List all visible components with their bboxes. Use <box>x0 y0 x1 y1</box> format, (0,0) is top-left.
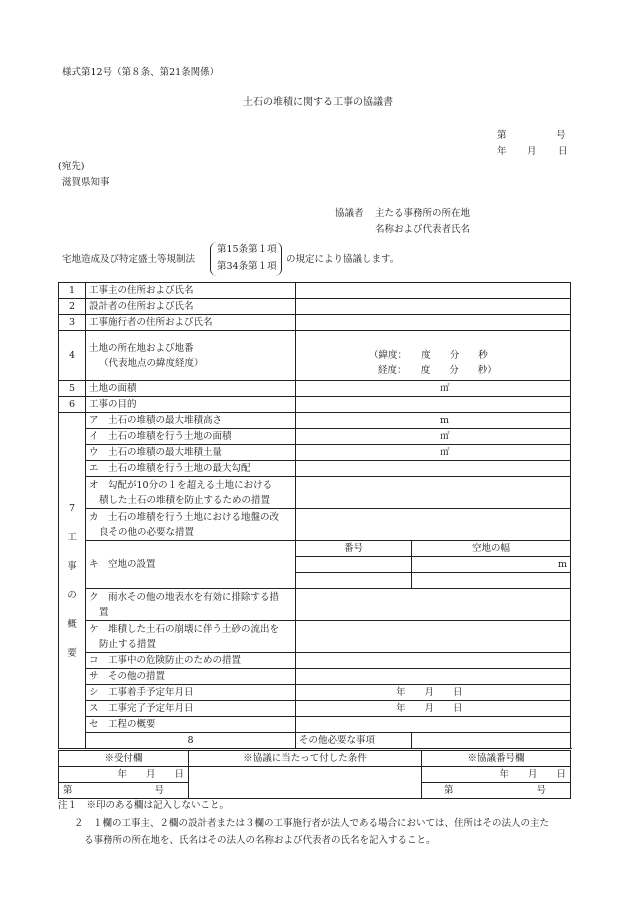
label-line: ク 雨水その他の地表水を有効に排除する措 <box>89 591 280 603</box>
other-measures-field[interactable] <box>296 669 571 685</box>
contractor-field[interactable] <box>296 315 571 331</box>
row-label: コ 工事中の危険防止のための措置 <box>86 653 296 669</box>
conditions-header: ※協議に当たって付した条件 <box>189 751 422 767</box>
date-year: 年 <box>497 146 507 157</box>
table-row <box>59 589 571 621</box>
row-label: 工事の目的 <box>86 397 296 413</box>
table-row <box>59 331 571 381</box>
ground-improvement-field[interactable] <box>296 509 571 541</box>
label-line: 積した土石の堆積を防止するための措置 <box>99 494 271 506</box>
open-space-number-field-2[interactable] <box>296 573 412 589</box>
table-row <box>59 461 571 477</box>
open-space-number-field[interactable] <box>296 557 412 573</box>
row-no: 8 <box>86 733 296 749</box>
row-label <box>86 477 296 509</box>
table-row <box>59 283 571 299</box>
row-label: 設計者の住所および氏名 <box>86 299 296 315</box>
row-no: 6 <box>59 397 86 413</box>
row-label: ア 土石の堆積の最大堆積高さ <box>86 413 296 429</box>
designer-field[interactable] <box>296 299 571 315</box>
area-field[interactable] <box>296 381 571 397</box>
row-label: 工事主の住所および氏名 <box>86 283 296 299</box>
open-space-width-header: 空地の幅 <box>412 541 571 557</box>
unit: m <box>440 415 450 426</box>
purpose-field[interactable] <box>296 397 571 413</box>
location-sub-label: （代表地点の緯度経度） <box>99 357 204 369</box>
reception-header: ※受付欄 <box>59 751 189 767</box>
table-row <box>59 477 571 509</box>
table-row <box>59 397 571 413</box>
vertical-char: 要 <box>67 647 77 659</box>
table-row <box>59 701 571 717</box>
office-use-table <box>58 750 571 799</box>
table-row <box>59 381 571 397</box>
max-slope-field[interactable] <box>296 461 571 477</box>
applicant-name: 名称および代表者氏名 <box>375 224 471 235</box>
number-go: 号 <box>556 130 566 141</box>
note-2-cont: る事務所の所在地を、氏名はその法人の名称および代表者の氏名を記入すること。 <box>84 835 436 846</box>
unit: ㎡ <box>440 447 450 458</box>
table-row <box>59 717 571 733</box>
table-row <box>59 413 571 429</box>
row-label: イ 土石の堆積を行う土地の面積 <box>86 429 296 445</box>
date-month: 月 <box>527 146 537 157</box>
row-label: キ 空地の設置 <box>86 541 296 589</box>
reception-number[interactable]: 第 号 <box>59 783 189 799</box>
row-label: 工事施行者の住所および氏名 <box>86 315 296 331</box>
longitude-line: 経度： 度 分 秒） <box>378 365 497 376</box>
row-no: 5 <box>59 381 86 397</box>
drainage-field[interactable] <box>296 589 571 621</box>
table-row <box>59 653 571 669</box>
row-no: 1 <box>59 283 86 299</box>
table-row <box>59 685 571 701</box>
sediment-field[interactable] <box>296 621 571 653</box>
date-text: 年 月 日 <box>396 703 463 714</box>
row-label: セ 工程の概要 <box>86 717 296 733</box>
table-row <box>59 315 571 331</box>
applicant-address: 主たる事務所の所在地 <box>375 208 471 219</box>
label-line: 防止する措置 <box>99 638 157 650</box>
row-label <box>86 621 296 653</box>
reception-date[interactable]: 年 月 日 <box>59 767 189 783</box>
table-row <box>59 299 571 315</box>
row-label: サ その他の措置 <box>86 669 296 685</box>
location-label: 土地の所在地および地番 <box>89 342 194 354</box>
open-space-width-field-2[interactable] <box>412 573 571 589</box>
table-row <box>59 733 571 749</box>
section-7-label <box>59 413 86 749</box>
row-label: ウ 土石の堆積の最大堆積土量 <box>86 445 296 461</box>
clause-2: 第34条第１項 <box>217 261 277 272</box>
main-form-table <box>58 282 571 749</box>
unit: ㎡ <box>440 431 450 442</box>
table-row <box>59 669 571 685</box>
open-space-width-field[interactable] <box>412 557 571 573</box>
max-volume-field[interactable] <box>296 445 571 461</box>
location-field[interactable] <box>296 331 571 381</box>
label-line: 置 <box>99 606 109 618</box>
table-row <box>59 445 571 461</box>
vertical-char: 概 <box>67 618 77 630</box>
row-label <box>86 509 296 541</box>
label-line: ケ 堆積した土石の崩壊に伴う土砂の流出を <box>89 623 280 635</box>
vertical-char: 工 <box>67 531 77 543</box>
table-row <box>59 621 571 653</box>
clause-1: 第15条第１項 <box>217 244 277 255</box>
row-label: ス 工事完了予定年月日 <box>86 701 296 717</box>
number-dai: 第 <box>497 130 507 141</box>
addressee-label: (宛先) <box>58 161 85 172</box>
conditions-field[interactable] <box>189 767 422 799</box>
row-label: その他必要な事項 <box>296 733 412 749</box>
row-no: 2 <box>59 299 86 315</box>
row-no: 4 <box>59 331 86 381</box>
row-label: エ 土石の堆積を行う土地の最大勾配 <box>86 461 296 477</box>
start-date-field[interactable] <box>296 685 571 701</box>
table-row <box>59 541 571 557</box>
row-no: 3 <box>59 315 86 331</box>
date-text: 年 月 日 <box>396 687 463 698</box>
end-date-field[interactable] <box>296 701 571 717</box>
number-date[interactable]: 年 月 日 <box>422 767 571 783</box>
owner-field[interactable] <box>296 283 571 299</box>
other-matters-field[interactable] <box>412 733 571 749</box>
applicant-label: 協議者 <box>335 208 364 219</box>
open-space-number-header: 番号 <box>296 541 412 557</box>
row-label: シ 工事着手予定年月日 <box>86 685 296 701</box>
date-day: 日 <box>558 146 568 157</box>
note-2: ２ １欄の工事主、２欄の設計者または３欄の工事施行者が法人である場合においては、住所はその法人の主た <box>74 818 550 829</box>
area-unit: ㎡ <box>440 383 450 394</box>
note-1: 注１ ※印のある欄は記入しないこと。 <box>58 800 230 811</box>
latitude-line: （緯度： 度 分 秒 <box>369 350 488 361</box>
table-row <box>59 509 571 541</box>
addressee-name: 滋賀県知事 <box>62 177 110 188</box>
hazard-prevention-field[interactable] <box>296 653 571 669</box>
land-area-field[interactable] <box>296 429 571 445</box>
page-title: 土石の堆積に関する工事の協議書 <box>243 97 393 108</box>
label-line: 良その他の必要な措置 <box>99 526 195 538</box>
number-header: ※協議番号欄 <box>422 751 571 767</box>
form-number: 様式第12号（第８条、第21条関係） <box>62 67 220 78</box>
label-line: カ 土石の堆積を行う土地における地盤の改 <box>89 511 280 523</box>
row-label <box>86 589 296 621</box>
law-name: 宅地造成及び特定盛土等規制法 <box>62 254 196 265</box>
max-height-field[interactable] <box>296 413 571 429</box>
vertical-char: 事 <box>67 560 77 572</box>
row-label: 土地の面積 <box>86 381 296 397</box>
agreement-number[interactable]: 第 号 <box>422 783 571 799</box>
unit: m <box>558 559 568 570</box>
vertical-char: の <box>67 589 77 601</box>
table-row <box>59 429 571 445</box>
slope-measure-field[interactable] <box>296 477 571 509</box>
law-suffix: の規定により協議します。 <box>286 254 400 265</box>
row-no: 7 <box>68 502 76 514</box>
row-label <box>86 331 296 381</box>
label-line: オ 勾配が10分の１を超える土地における <box>89 479 273 491</box>
schedule-field[interactable] <box>296 717 571 733</box>
